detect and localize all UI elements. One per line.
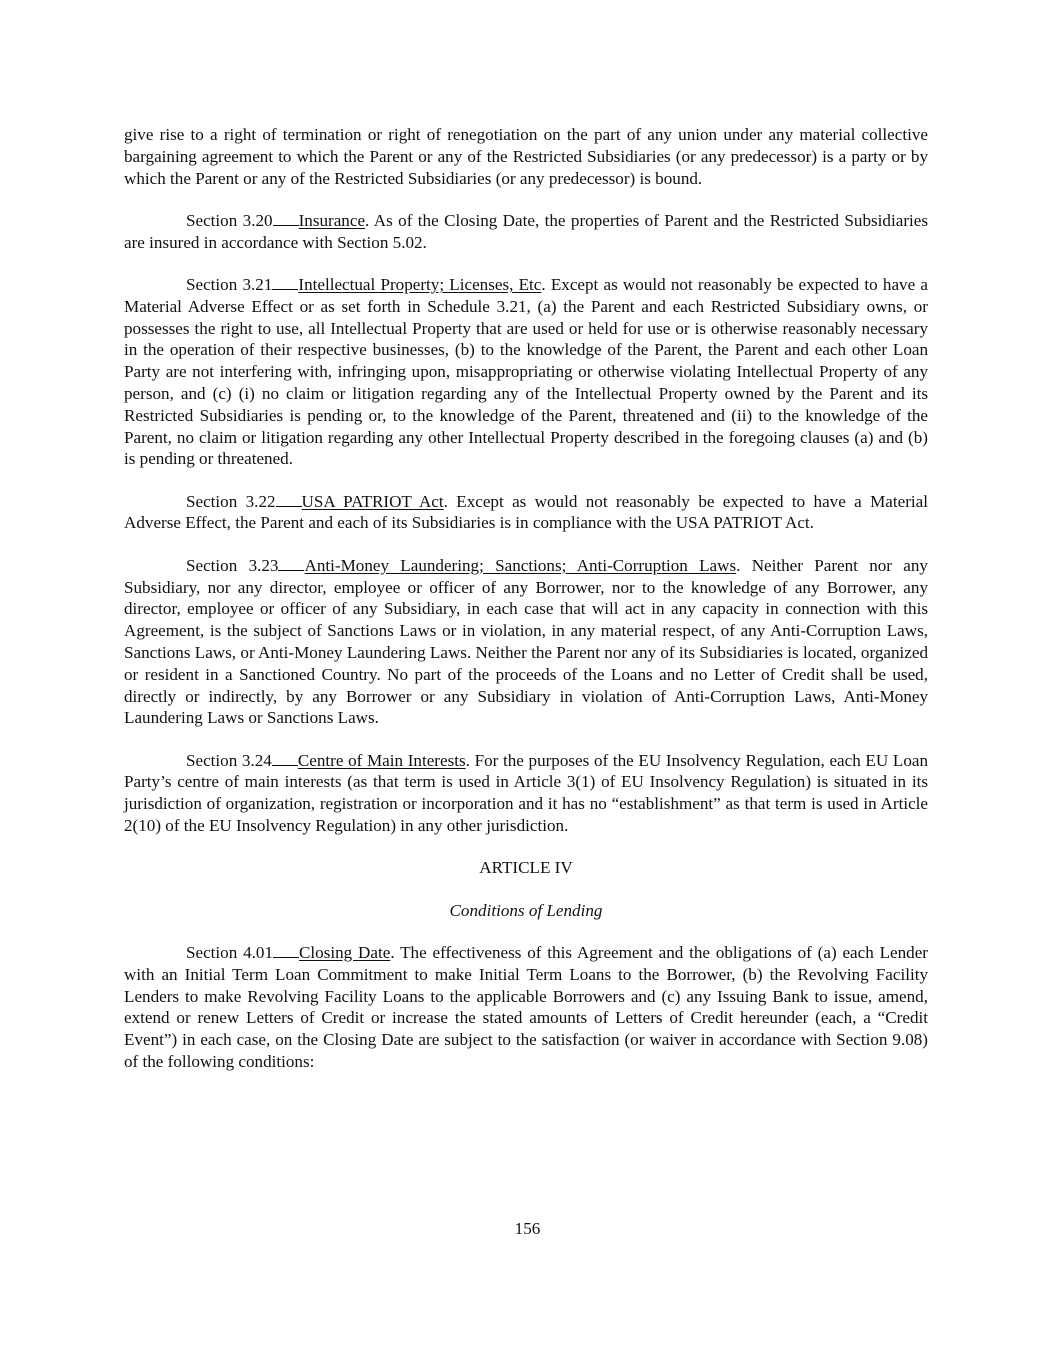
- section-title: Intellectual Property; Licenses, Etc: [298, 274, 542, 294]
- section-number: Section 3.22: [186, 491, 276, 511]
- section-3-23: [124, 555, 928, 729]
- section-body: . The effectiveness of this Agreement and the obligations of (a) each Lender with an Initial Term Loan Commitment to make Initial Term Loans to the Borrower, (b) the Revolving Facility Lenders to make Revolving Facility Loans to the applicable Borrowers and (c) any Issuing Bank to issue, amend, extend or renew Letters of Credit or increase the stated amounts of Letters of Credit hereunder (each, a “Credit Event”) in each case, on the Closing Date are subject to the satisfaction (or waiver in accordance with Section 9.08) of the following conditions:: [124, 942, 929, 1071]
- section-4-01: [124, 942, 928, 1073]
- page-number: 156: [514, 1219, 541, 1238]
- section-3-24: [124, 750, 928, 837]
- section-gap: [278, 555, 304, 571]
- section-gap: [272, 274, 298, 290]
- section-body: . As of the Closing Date, the properties of Parent and the Restricted Subsidiaries are insured in accordance with Section 5.02.: [124, 210, 928, 252]
- section-gap: [273, 942, 299, 958]
- section-3-22: [124, 491, 928, 535]
- section-number: Section 3.23: [186, 555, 279, 575]
- section-body: . Except as would not reasonably be expected to have a Material Adverse Effect or as set forth in Schedule 3.21, (a) the Parent and each Restricted Subsidiary owns, or possesses the right to use, all Intellectual Property that are used or held for use or is otherwise reasonably necessary in the operation of their respective businesses, (b) to the knowledge of the Parent, the Parent and each other Loan Party are not interfering with, infringing upon, misappropriating or otherwise violating Intellectual Property of any person, and (c) (i) no claim or litigation regarding any of the Intellectual Property owned by the Parent and its Restricted Subsidiaries is pending or, to the knowledge of the Parent, threatened and (ii) to the knowledge of the Parent, no claim or litigation regarding any other Intellectual Property described in the foregoing clauses (a) and (b) is pending or threatened.: [124, 274, 928, 469]
- section-gap: [272, 750, 298, 766]
- section-3-21: [124, 274, 928, 470]
- article-subheading: Conditions of Lending: [449, 900, 603, 920]
- section-number: Section 3.24: [186, 750, 272, 770]
- section-title: Anti-Money Laundering; Sanctions; Anti-Corruption Laws: [304, 555, 737, 575]
- section-title: USA PATRIOT Act: [301, 491, 444, 511]
- section-number: Section 3.21: [186, 274, 273, 294]
- section-number: Section 3.20: [186, 210, 273, 230]
- section-body: . Except as would not reasonably be expected to have a Material Adverse Effect, the Parent and each of its Subsidiaries is in compliance with the USA PATRIOT Act.: [124, 491, 928, 533]
- section-gap: [276, 491, 302, 507]
- section-title: Centre of Main Interests: [297, 750, 466, 770]
- section-number: Section 4.01: [186, 942, 274, 962]
- article-heading: ARTICLE IV: [479, 858, 573, 878]
- section-title: Closing Date: [299, 942, 391, 962]
- section-body: . For the purposes of the EU Insolvency Regulation, each EU Loan Party’s centre of main interests (as that term is used in Article 3(1) of EU Insolvency Regulation) is situated in its jurisdiction of organization, registration or incorporation and it has no “establishment” as that term is used in Article 2(10) of the EU Insolvency Regulation) in any other jurisdiction.: [124, 750, 928, 836]
- section-body: . Neither Parent nor any Subsidiary, nor any director, employee or officer of any Borrower, nor to the knowledge of any Borrower, any director, employee or officer of any Subsidiary, in each case that will act in any capacity in connection with this Agreement, is the subject of Sanctions Laws or in violation, in any material respect, of any Anti-Corruption Laws, Sanctions Laws, or Anti-Money Laundering Laws. Neither the Parent nor any of its Subsidiaries is located, organized or resident in a Sanctioned Country. No part of the proceeds of the Loans and no Letter of Credit shall be used, directly or indirectly, by any Borrower or any Subsidiary in violation of Anti-Corruption Laws, Anti-Money Laundering Laws or Sanctions Laws.: [124, 555, 928, 728]
- section-title: Insurance: [298, 210, 366, 230]
- document-page: [124, 124, 928, 1093]
- section-3-20: [124, 210, 928, 254]
- continuation-paragraph: give rise to a right of termination or right of renegotiation on the part of any union under any material collective bargaining agreement to which the Parent or any of the Restricted Subsidiaries (or any predecessor) is a party or by which the Parent or any of the Restricted Subsidiaries (or any predecessor) is bound.: [124, 125, 928, 188]
- section-gap: [273, 210, 299, 226]
